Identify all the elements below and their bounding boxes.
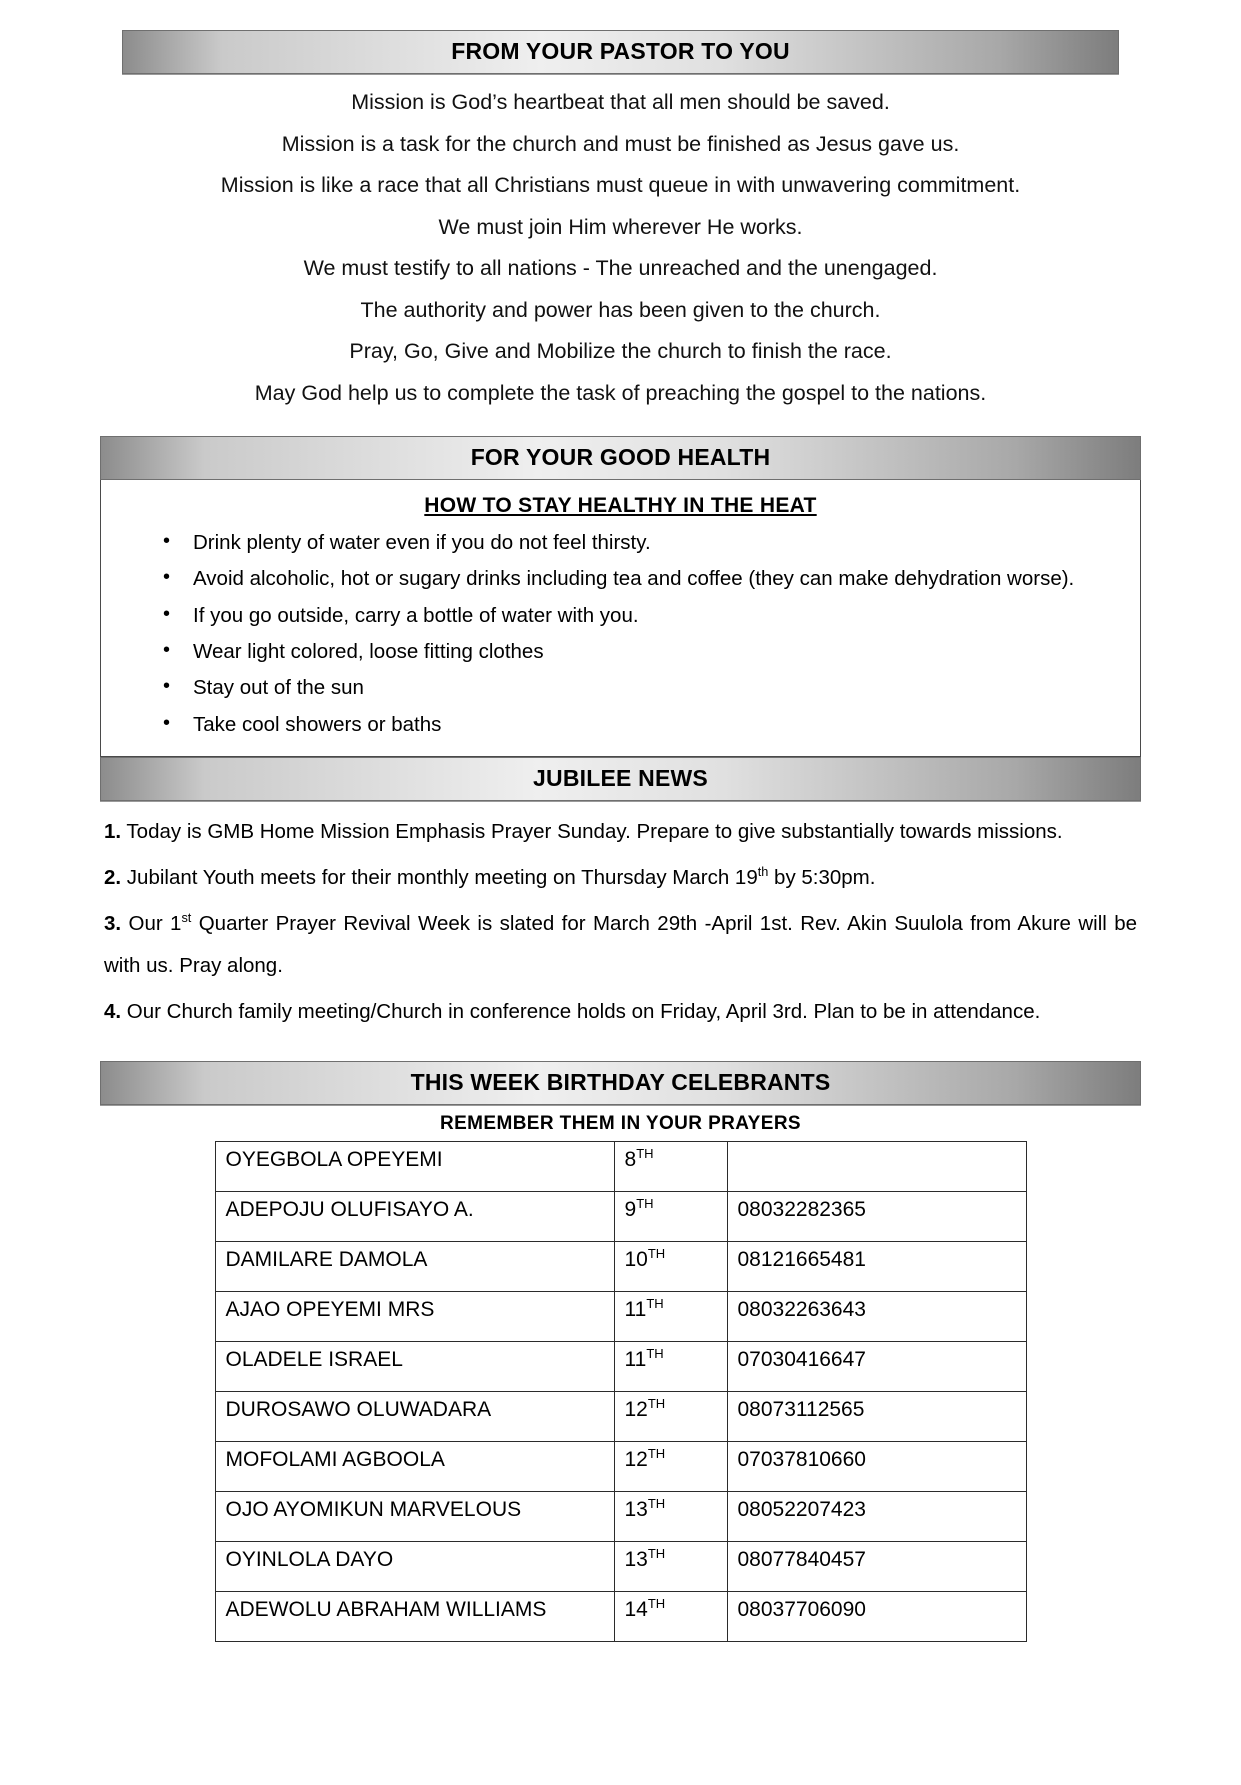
celebrant-name: OLADELE ISRAEL bbox=[215, 1342, 614, 1392]
day-suffix: TH bbox=[647, 1446, 666, 1462]
pastor-message bbox=[120, 82, 1121, 414]
news-item-number: 2. bbox=[104, 865, 122, 889]
day-suffix: TH bbox=[647, 1396, 666, 1412]
day-number: 12 bbox=[624, 1448, 648, 1472]
celebrant-name: OJO AYOMIKUN MARVELOUS bbox=[215, 1492, 614, 1542]
pastor-line: We must join Him wherever He works. bbox=[438, 214, 803, 239]
pastor-banner-title: FROM YOUR PASTOR TO YOU bbox=[122, 30, 1119, 74]
celebrant-day bbox=[614, 1592, 727, 1642]
news-item-text-tail: by 5:30pm. bbox=[768, 865, 876, 889]
list-item: • If you go outside, carry a bottle of water with you. bbox=[163, 601, 1118, 637]
table-row bbox=[215, 1292, 1026, 1342]
news-item bbox=[104, 903, 1137, 991]
day-suffix: TH bbox=[647, 1496, 666, 1512]
celebrant-phone: 07037810660 bbox=[727, 1442, 1026, 1492]
bulletin-page bbox=[0, 30, 1241, 1785]
news-item-number: 3. bbox=[104, 912, 122, 935]
day-suffix: TH bbox=[646, 1346, 664, 1362]
day-suffix: TH bbox=[647, 1246, 666, 1262]
pastor-section bbox=[122, 30, 1119, 74]
birthday-banner-title: THIS WEEK BIRTHDAY CELEBRANTS bbox=[100, 1061, 1141, 1105]
table-row bbox=[215, 1392, 1026, 1442]
celebrant-name: OYEGBOLA OPEYEMI bbox=[215, 1142, 614, 1192]
day-number: 11 bbox=[624, 1298, 647, 1322]
table-row bbox=[215, 1492, 1026, 1542]
celebrant-name: AJAO OPEYEMI MRS bbox=[215, 1292, 614, 1342]
list-item: • Stay out of the sun bbox=[163, 673, 1118, 709]
pastor-line: May God help us to complete the task of preaching the gospel to the nations. bbox=[254, 380, 987, 405]
day-number: 9 bbox=[624, 1198, 637, 1222]
health-section bbox=[100, 436, 1141, 757]
celebrant-day bbox=[614, 1542, 727, 1592]
day-number: 13 bbox=[624, 1548, 648, 1572]
news-section bbox=[100, 757, 1141, 801]
news-item-text: Our Church family meeting/Church in conference holds on Friday, April 3rd. Plan to be in attendance. bbox=[121, 1000, 1041, 1024]
news-item-number: 1. bbox=[104, 819, 122, 843]
celebrant-day bbox=[614, 1242, 727, 1292]
day-suffix: TH bbox=[636, 1196, 654, 1212]
table-row bbox=[215, 1592, 1026, 1642]
news-item-text: Our 1 bbox=[121, 912, 182, 935]
health-tips-list bbox=[101, 528, 1140, 746]
health-content-box bbox=[100, 480, 1141, 757]
news-item bbox=[104, 811, 1137, 857]
day-number: 8 bbox=[624, 1148, 637, 1172]
celebrant-day bbox=[614, 1492, 727, 1542]
pastor-line: Mission is like a race that all Christians must queue in with unwavering commitment. bbox=[220, 173, 1021, 197]
news-item-text: Jubilant Youth meets for their monthly meeting on Thursday March 19 bbox=[121, 865, 758, 889]
table-row bbox=[215, 1442, 1026, 1492]
day-number: 13 bbox=[624, 1498, 648, 1522]
celebrant-name: DUROSAWO OLUWADARA bbox=[215, 1392, 614, 1442]
celebrant-name: MOFOLAMI AGBOOLA bbox=[215, 1442, 614, 1492]
celebrant-day bbox=[614, 1292, 727, 1342]
day-suffix: TH bbox=[646, 1296, 664, 1312]
celebrant-phone: 08037706090 bbox=[727, 1592, 1026, 1642]
table-row bbox=[215, 1542, 1026, 1592]
pastor-line: We must testify to all nations - The unreached and the unengaged. bbox=[303, 256, 938, 280]
celebrant-day bbox=[614, 1392, 727, 1442]
news-banner-title: JUBILEE NEWS bbox=[100, 757, 1141, 801]
birthday-table bbox=[215, 1141, 1027, 1642]
list-item: • Drink plenty of water even if you do not feel thirsty. bbox=[163, 528, 1118, 564]
celebrant-phone: 08032263643 bbox=[727, 1292, 1026, 1342]
day-suffix: TH bbox=[647, 1596, 666, 1612]
celebrant-day bbox=[614, 1342, 727, 1392]
celebrant-phone: 08077840457 bbox=[727, 1542, 1026, 1592]
news-item-text: Today is GMB Home Mission Emphasis Prayer Sunday. Prepare to give substantially towards missions. bbox=[121, 819, 1063, 843]
table-row bbox=[215, 1342, 1026, 1392]
celebrant-phone: 08032282365 bbox=[727, 1192, 1026, 1242]
day-suffix: TH bbox=[647, 1546, 666, 1562]
birthday-subtitle: REMEMBER THEM IN YOUR PRAYERS bbox=[439, 1113, 802, 1135]
list-item: • Wear light colored, loose fitting clothes bbox=[163, 637, 1118, 673]
list-item: • Take cool showers or baths bbox=[163, 710, 1118, 746]
celebrant-name: DAMILARE DAMOLA bbox=[215, 1242, 614, 1292]
celebrant-name: ADEWOLU ABRAHAM WILLIAMS bbox=[215, 1592, 614, 1642]
celebrant-phone: 08121665481 bbox=[727, 1242, 1026, 1292]
news-item bbox=[104, 857, 1137, 903]
table-row bbox=[215, 1142, 1026, 1192]
celebrant-phone: 07030416647 bbox=[727, 1342, 1026, 1392]
health-subtitle: HOW TO STAY HEALTHY IN THE HEAT bbox=[424, 494, 817, 517]
news-item-text-tail: Quarter Prayer Revival Week is slated for March 29th -April 1st. Rev. Akin Suulola from Akure will be with us. Pray along. bbox=[104, 912, 1137, 978]
celebrant-name: OYINLOLA DAYO bbox=[215, 1542, 614, 1592]
news-item bbox=[104, 991, 1137, 1037]
news-item-superscript: th bbox=[757, 864, 769, 880]
news-list bbox=[104, 811, 1137, 1037]
day-number: 11 bbox=[624, 1348, 647, 1372]
news-item-superscript: st bbox=[181, 910, 192, 926]
health-banner-title: FOR YOUR GOOD HEALTH bbox=[100, 436, 1141, 480]
day-number: 10 bbox=[624, 1248, 648, 1272]
list-item: • Avoid alcoholic, hot or sugary drinks including tea and coffee (they can make dehydration worse). bbox=[163, 564, 1118, 600]
celebrant-day bbox=[614, 1442, 727, 1492]
pastor-line: Pray, Go, Give and Mobilize the church to finish the race. bbox=[349, 339, 892, 363]
celebrant-phone bbox=[727, 1142, 1026, 1192]
pastor-line: Mission is God’s heartbeat that all men should be saved. bbox=[351, 90, 890, 114]
celebrant-phone: 08073112565 bbox=[727, 1392, 1026, 1442]
table-row bbox=[215, 1242, 1026, 1292]
table-row bbox=[215, 1192, 1026, 1242]
day-number: 14 bbox=[624, 1598, 648, 1622]
news-item-number: 4. bbox=[104, 1000, 122, 1024]
pastor-line: Mission is a task for the church and must be finished as Jesus gave us. bbox=[281, 131, 960, 156]
pastor-line: The authority and power has been given to the church. bbox=[360, 297, 881, 322]
celebrant-name: ADEPOJU OLUFISAYO A. bbox=[215, 1192, 614, 1242]
celebrant-phone: 08052207423 bbox=[727, 1492, 1026, 1542]
day-number: 12 bbox=[624, 1398, 648, 1422]
celebrant-day bbox=[614, 1142, 727, 1192]
celebrant-day bbox=[614, 1192, 727, 1242]
day-suffix: TH bbox=[636, 1146, 654, 1162]
birthday-section bbox=[100, 1061, 1141, 1105]
